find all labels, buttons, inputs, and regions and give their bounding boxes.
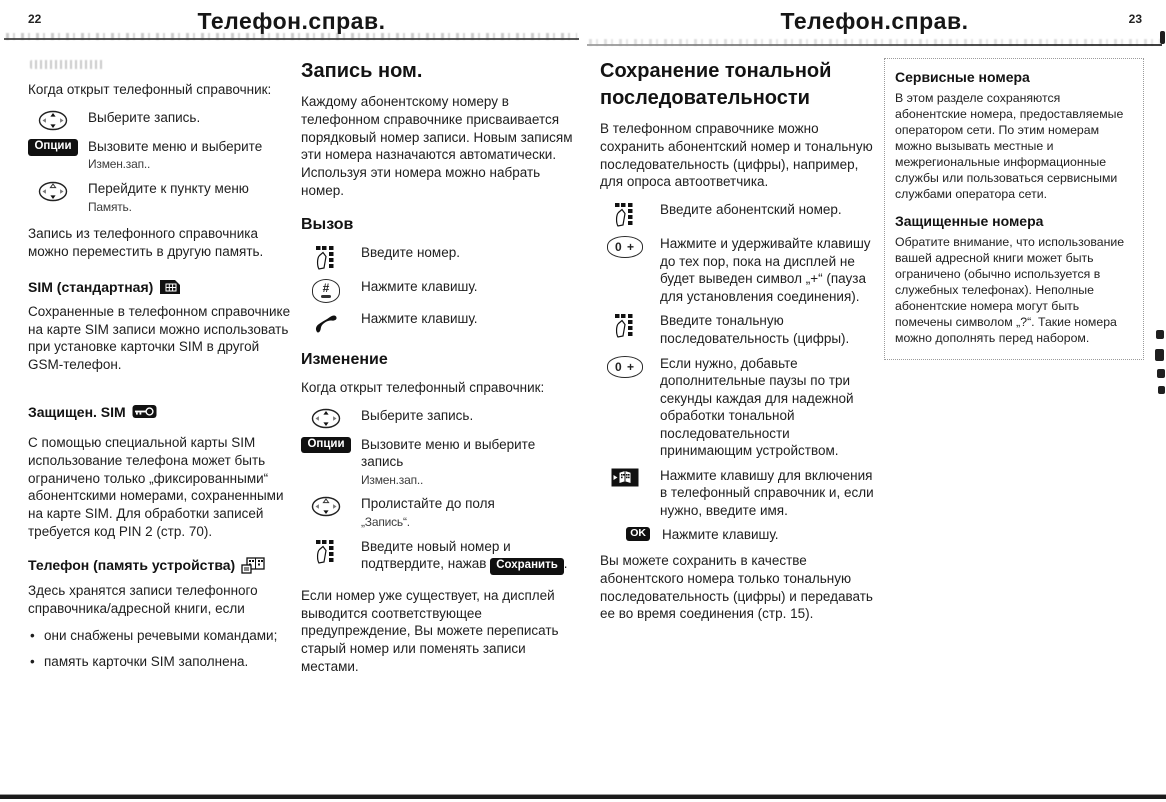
nav-key-icon: [301, 495, 351, 517]
step-text: [361, 495, 579, 530]
keypad-hand-icon: [600, 312, 650, 339]
step-text: [361, 436, 579, 489]
intro-text: Каждому абонентскому номеру в телефонном справочнике присваивается порядковый номер записи. Новым записям эти номера назначаются автоматически. Используя эти номера можно набрать номер.: [301, 94, 573, 199]
step-label: Нажмите клавишу для включения в телефонный справочник и, если нужно, введите имя.: [660, 467, 874, 518]
step-label: Пролистайте до поля: [361, 496, 495, 512]
note-text: Если номер уже существует, на дисплей выводится соответствующее предупреждение, Вы можете переписать старый номер или поменять записи местами.: [301, 587, 559, 675]
nav-key-icon: [28, 180, 78, 202]
section-body: С помощью специальной карты SIM использование телефона может быть ограничено только „фиксированными“ абонентскими номерами, сохраненными на карте SIM. Для обработки записей требуется код PIN 2 (стр. 70).: [28, 434, 284, 540]
scan-edge-mark: [1160, 31, 1165, 44]
step-label: Нажмите клавишу.: [662, 527, 779, 543]
section-heading: Сохранение тональной последовательности: [600, 60, 832, 109]
instruction-step: [301, 436, 579, 489]
infobox-body: В этом разделе сохраняются абонентские номера, предоставляемые оператором сети. По этим номерам можно вызывать местные и межрегиональные информационные службы или пользоваться сервисными службами оператора сети.: [895, 91, 1124, 201]
section-title: [28, 557, 296, 574]
keypad-hand-icon: [600, 201, 650, 228]
handset-glyph: [321, 295, 331, 298]
step-text: [88, 180, 296, 215]
instruction-step: [301, 495, 579, 530]
note-text: Вы можете сохранить в качестве абонентского номера только тональную последовательность (цифры) и передавать ее во время соединения (стр. 15).: [600, 553, 873, 622]
menu-item-name: „Запись“.: [361, 514, 410, 529]
step-text: [361, 407, 579, 425]
infobox-section-title: [895, 69, 1133, 85]
instruction-step: [600, 201, 882, 228]
instruction-step: [301, 278, 579, 303]
step-text: [361, 278, 579, 296]
section-title-text: SIM (стандартная): [28, 278, 154, 295]
nav-key-icon: [301, 407, 351, 429]
ok-softkey-icon: [600, 526, 652, 541]
step-text: [660, 355, 882, 460]
bullet-list: [28, 627, 296, 671]
scan-edge-mark: [1155, 349, 1164, 361]
punctuation: .: [563, 556, 568, 572]
phonebook-key-icon: [600, 467, 650, 487]
options-softkey-label: Опции: [301, 437, 350, 454]
step-text: [662, 526, 882, 544]
page-title: Телефон.справ.: [197, 8, 386, 34]
instruction-step: [301, 310, 579, 335]
step-label: Выберите запись.: [361, 407, 474, 423]
step-label: Введите абонентский номер.: [660, 202, 842, 218]
hash-key-label: #: [322, 281, 330, 296]
section-title-text: Защищен. SIM: [28, 403, 126, 420]
hash-key-icon: [301, 278, 351, 303]
step-text: [660, 235, 882, 305]
page-23: [583, 0, 1166, 802]
zero-plus-key-label: 0 +: [607, 236, 643, 258]
step-text: [88, 109, 296, 127]
save-softkey: Сохранить: [490, 558, 564, 575]
record-number-column: [301, 48, 579, 686]
zero-plus-key-icon: [600, 355, 650, 378]
step-text: [361, 310, 579, 328]
step-text: [361, 538, 579, 575]
page-title: Телефон.справ.: [780, 8, 969, 34]
subsection-heading: Изменение: [301, 350, 388, 368]
scan-edge-line: [0, 794, 1166, 799]
zero-plus-key-icon: [600, 235, 650, 258]
page-number: 22: [28, 12, 42, 26]
menu-item-name: Память.: [88, 199, 132, 214]
step-text: [660, 467, 882, 520]
scan-smudge: [30, 60, 104, 69]
menu-item-name: Измен.зап..: [88, 157, 151, 172]
section-title: [28, 279, 296, 295]
note-text: Запись из телефонного справочника можно переместить в другую память.: [28, 226, 264, 259]
scan-edge-mark: [1156, 330, 1164, 339]
keypad-hand-icon: [301, 538, 351, 565]
step-text: [361, 244, 579, 262]
header-rule: [4, 38, 579, 40]
instruction-step: [600, 526, 882, 544]
instruction-step: [600, 312, 882, 347]
nav-key-icon: [28, 109, 78, 131]
scan-edge-mark: [1157, 369, 1165, 378]
step-text: [88, 138, 296, 173]
step-text: [660, 312, 882, 347]
options-softkey-label: Опции: [28, 139, 77, 156]
section-heading: Запись ном.: [301, 60, 423, 82]
instruction-step: [28, 138, 296, 173]
header-rule: [587, 44, 1162, 46]
instruction-step: [301, 538, 579, 575]
step-label: Нажмите клавишу.: [361, 278, 478, 294]
instruction-step: [600, 467, 882, 520]
list-item: • они снабжены речевыми командами;: [28, 627, 296, 645]
options-softkey-icon: [28, 138, 78, 156]
instruction-step: [600, 235, 882, 305]
zero-plus-key-label: 0 +: [607, 356, 643, 378]
intro-text: Когда открыт телефонный справочник:: [301, 379, 545, 395]
instruction-step: [600, 355, 882, 460]
options-softkey-icon: [301, 436, 351, 454]
page-number: 23: [1128, 12, 1142, 26]
list-item: • память карточки SIM заполнена.: [28, 653, 296, 671]
instruction-step: [301, 244, 579, 271]
infobox-title-text: Сервисные номера: [895, 69, 1030, 85]
receiver-icon: [301, 310, 351, 335]
step-label: Введите новый номер и подтвердите, нажав: [361, 538, 511, 572]
service-numbers-infobox: [884, 58, 1144, 360]
infobox-title-text: Защищенные номера: [895, 212, 1044, 229]
infobox-body: Обратите внимание, что использование вашей адресной книги может быть ограничено (обычно используется в служебных телефонах). Неполные абонентские номера могут быть помечены символом „?“. Такие номера можно дополнять перед набором.: [895, 234, 1125, 345]
intro-text: В телефонном справочнике можно сохранить абонентский номер и тональную последовательность (цифры), например, для опроса автоответчика.: [600, 121, 873, 190]
step-label: Введите тональную последовательность (цифры).: [660, 313, 850, 346]
section-title-text: Телефон (память устройства): [28, 557, 236, 574]
step-label: Вызовите меню и выберите: [88, 138, 263, 154]
step-label: Выберите запись.: [88, 109, 201, 125]
tone-sequence-column: [600, 48, 882, 633]
phone-memory-icon: [241, 557, 265, 574]
step-text: [660, 201, 882, 219]
step-label: Вызовите меню и выберите запись: [361, 436, 536, 470]
keypad-hand-icon: [301, 244, 351, 271]
phonebook-memory-column: [28, 60, 296, 679]
instruction-step: [301, 407, 579, 429]
step-label: Перейдите к пункту меню: [88, 180, 249, 196]
subsection-heading: Вызов: [301, 215, 354, 233]
instruction-step: [28, 109, 296, 131]
intro-text: Когда открыт телефонный справочник:: [28, 82, 272, 97]
sim-card-icon: [159, 279, 181, 295]
step-label: Нажмите клавишу.: [361, 310, 478, 326]
step-label: Если нужно, добавьте дополнительные паузы по три секунды каждая для надежной обработки тональной последовательности принимающим устройством.: [660, 355, 854, 459]
section-body: Здесь хранятся записи телефонного справочника/адресной книги, если: [28, 582, 258, 616]
instruction-step: [28, 180, 296, 215]
ok-softkey-label: OK: [626, 527, 650, 541]
step-label: Введите номер.: [361, 244, 460, 260]
section-body: Сохраненные в телефонном справочнике на карте SIM записи можно использовать при установке карточки SIM в другой GSM-телефон.: [28, 303, 291, 373]
scan-edge-mark: [1158, 386, 1165, 394]
step-label: Нажмите и удерживайте клавишу до тех пор, пока на дисплей не будет выведен символ „+“ (пауза для установления соединения).: [660, 236, 871, 304]
protected-sim-icon: [132, 404, 157, 419]
menu-item-name: Измен.зап..: [361, 472, 424, 487]
section-title: [28, 404, 296, 420]
infobox-section-title: [895, 213, 1133, 229]
